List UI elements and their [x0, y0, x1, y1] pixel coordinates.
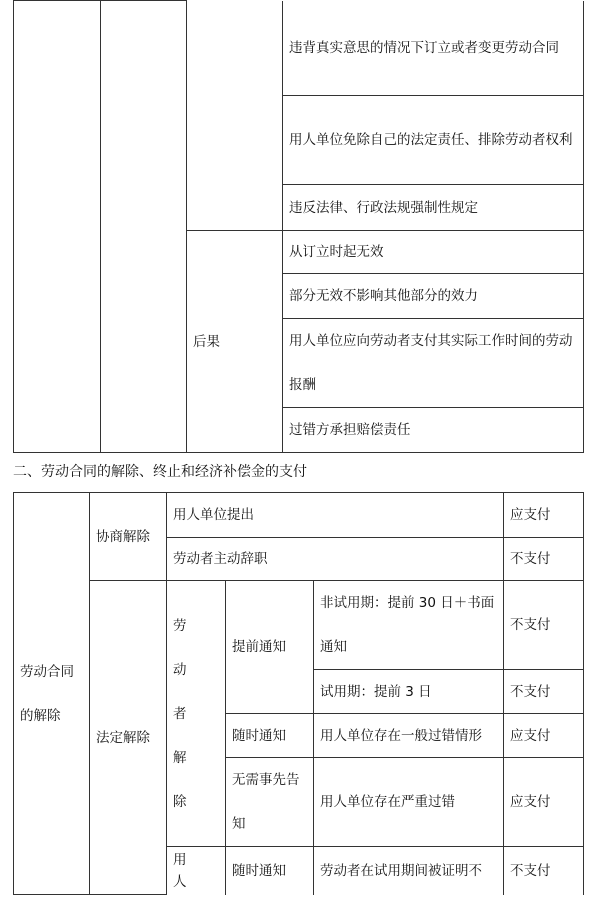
blank-cell-3	[187, 1, 283, 231]
negotiated-label: 协商解除	[90, 493, 167, 581]
section-heading: 二、劳动合同的解除、终止和经济补偿金的支付	[13, 464, 307, 480]
negotiated-row-1-text: 用人单位提出	[167, 493, 504, 538]
negotiated-row-1-pay: 应支付	[504, 493, 584, 538]
worker-label: 劳动者解除	[167, 581, 226, 847]
main-label: 劳动合同的解除	[14, 493, 90, 895]
consequence-label: 后果	[187, 231, 283, 453]
invalid-reason-1: 违背真实意思的情况下订立或者变更劳动合同	[283, 1, 584, 96]
anytime-row-pay: 应支付	[504, 714, 584, 758]
blank-cell-2	[101, 1, 187, 453]
employer-label: 用人	[167, 847, 226, 895]
negotiated-row-2-pay: 不支付	[504, 538, 584, 581]
advance-row-2-pay: 不支付	[504, 670, 584, 714]
advance-row-1-pay: 不支付	[504, 581, 584, 670]
negotiated-row-2-text: 劳动者主动辞职	[167, 538, 504, 581]
invalid-reason-2: 用人单位免除自己的法定责任、排除劳动者权利	[283, 96, 584, 185]
employer-row-pay: 不支付	[504, 847, 584, 895]
termination-table	[13, 492, 584, 895]
statutory-label: 法定解除	[90, 581, 167, 895]
advance-row-2-text: 试用期：提前 3 日	[314, 670, 504, 714]
consequence-4: 过错方承担赔偿责任	[283, 408, 584, 453]
no-notice-row-text: 用人单位存在严重过错	[314, 758, 504, 847]
no-notice-row-pay: 应支付	[504, 758, 584, 847]
advance-row-1-text: 非试用期：提前 30 日＋书面通知	[314, 581, 504, 670]
employer-anytime-label: 随时通知	[226, 847, 314, 895]
blank-cell-1	[14, 1, 101, 453]
anytime-row-text: 用人单位存在一般过错情形	[314, 714, 504, 758]
consequence-1: 从订立时起无效	[283, 231, 584, 274]
consequence-3: 用人单位应向劳动者支付其实际工作时间的劳动报酬	[283, 319, 584, 408]
anytime-label: 随时通知	[226, 714, 314, 758]
consequence-2: 部分无效不影响其他部分的效力	[283, 274, 584, 319]
invalid-contract-table	[13, 0, 584, 453]
employer-row-text: 劳动者在试用期间被证明不	[314, 847, 504, 895]
invalid-reason-3: 违反法律、行政法规强制性规定	[283, 185, 584, 231]
advance-notice-label: 提前通知	[226, 581, 314, 714]
no-notice-label: 无需事先告知	[226, 758, 314, 847]
